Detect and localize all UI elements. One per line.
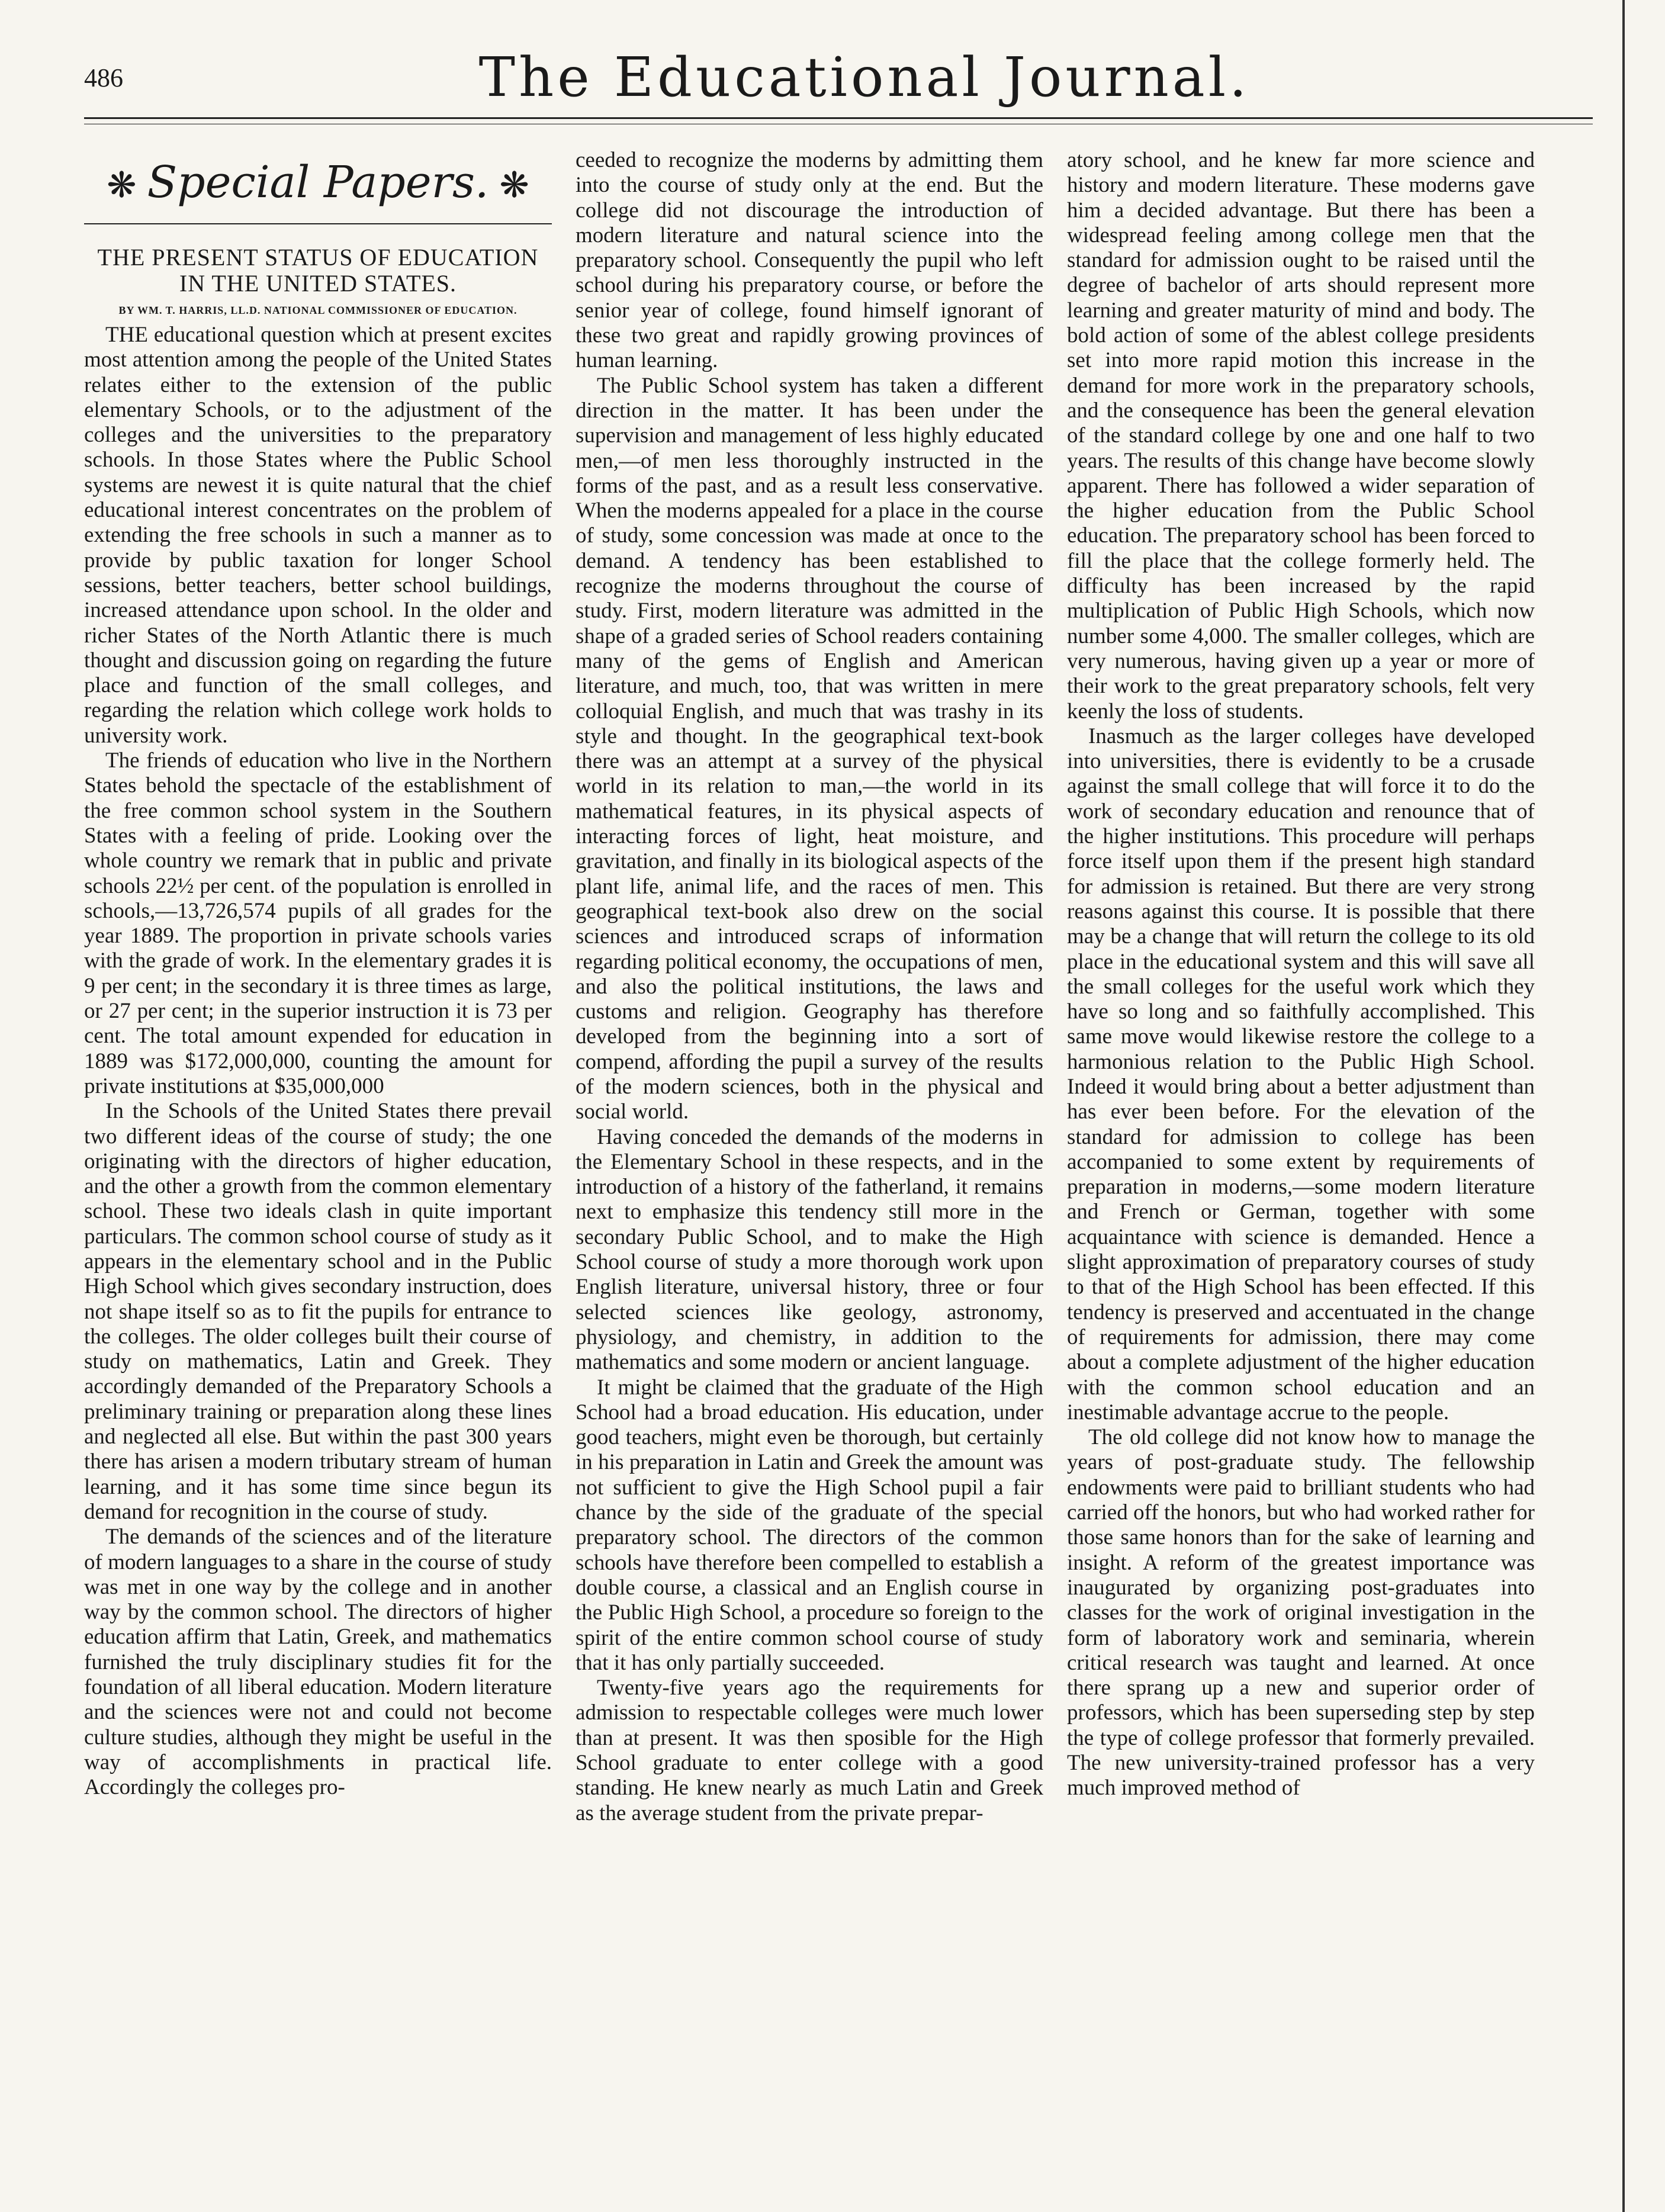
paragraph: It might be claimed that the graduate of the High School had a broad education. His education, under good teachers, might even be thorough, but certainly in his preparation in Latin and Greek the amount was not sufficient to give the High School pupil a fair chance by the side of the graduate of the special preparatory school. The directors of the common schools have therefore been compelled to establish a double course, a classical and an English course in the Public High School, a procedure so foreign to the spirit of the entire common school course of study that it has only partially succeeded. xyxy=(576,1375,1043,1675)
section-rule xyxy=(84,223,552,224)
article-byline: BY WM. T. HARRIS, LL.D. NATIONAL COMMISSIONER OF EDUCATION. xyxy=(118,304,518,316)
paragraph: Inasmuch as the larger colleges have developed into universities, there is evidently to be a crusade against the small college that will force it to do the work of secondary education and renounce that of the higher institutions. This procedure will perhaps force itself upon them if the present high standard for admission is retained. But there are very strong reasons against this course. It is possible that there may be a change that will return the college to its old place in the educational system and this will save all the small colleges for the useful work which they have so long and so faithfully accomplished. This same move would likewise restore the college to a harmonious relation to the Public High School. Indeed it would bring about a better adjustment than has ever been before. For the elevation of the standard for admission to college has been accompanied to some extent by requirements of preparation in moderns,—some modern literature and French or German, together with some acquaintance with science is demanded. Hence a slight approximation of preparatory courses of study to that of the High School has been effected. If this tendency is preserved and accentuated in the change of requirements for admission, there may come about a complete adjustment of the higher education with the common school education and an inestimable advantage accrue to the people. xyxy=(1067,724,1535,1425)
text-column-3 xyxy=(1067,148,1535,1801)
paragraph: atory school, and he knew far more science and history and modern literature. These moderns gave him a decided advantage. But there has been a widespread feeling among college men that the standard for admission ought to be raised until the degree of bachelor of arts should represent more learning and greater maturity of mind and body. The bold action of some of the ablest college presidents set into more rapid motion this increase in the demand for more work in the preparatory schools, and the consequence has been the general elevation of the standard college by one and one half to two years. The results of this change have become slowly apparent. There has followed a wider separation of the higher education from the Public School education. The preparatory school has been forced to fill the place that the college formerly held. The difficulty has been increased by the rapid multiplication of Public High Schools, which now number some 4,000. The smaller colleges, which are very numerous, having given up a year or more of their work to the great preparatory schools, felt very keenly the loss of students. xyxy=(1067,148,1535,724)
ornament-left-icon: ❋ xyxy=(107,165,137,206)
paragraph: Having conceded the demands of the moderns in the Elementary School in these respects, and in the introduction of a history of the fatherland, it remains next to emphasize this tendency still more in the secondary Public School, and to make the High School course of study a more thorough work upon English literature, universal history, three or four selected sciences like geology, astronomy, physiology, and chemistry, in addition to the mathematics and some modern or ancient language. xyxy=(576,1124,1043,1375)
page-number: 486 xyxy=(84,63,123,92)
paragraph: Twenty-five years ago the requirements for admission to respectable colleges were much lower than at present. It was then sposible for the High School graduate to enter college with a good standing. He knew nearly as much Latin and Greek as the average student from the private prepar- xyxy=(576,1676,1043,1825)
paragraph: The friends of education who live in the Northern States behold the spectacle of the establishment of the free common school system in the Southern States with a feeling of pride. Looking over the whole country we remark that in public and private schools 22½ per cent. of the population is enrolled in schools,—13,726,574 pupils of all grades for the year 1889. The proportion in private schools varies with the grade of work. In the elementary grades it is 9 per cent; in the secondary it is three times as large, or 27 per cent; in the superior instruction it is 73 per cent. The total amount expended for education in 1889 was $172,000,000, counting the amount for private institutions at $35,000,000 xyxy=(84,748,552,1098)
article-title: THE PRESENT STATUS OF EDUCATION IN THE UNITED STATES. xyxy=(97,244,539,297)
page-edge-rule xyxy=(1622,0,1625,2212)
paragraph: THE educational question which at present excites most attention among the people of the United States relates either to the extension of the public elementary Schools, or to the adjustment of the colleges and the universities to the preparatory schools. In those States where the Public School systems are newest it is quite natural that the chief educational interest concentrates on the problem of extending the free schools in such a manner as to provide by public taxation for longer School sessions, better teachers, better school buildings, increased attendance upon school. In the older and richer States of the North Atlantic there is much thought and discussion going on regarding the future place and function of the small colleges, and regarding the relation which college work holds to university work. xyxy=(84,323,552,748)
paragraph: ceeded to recognize the moderns by admitting them into the course of study only at the end. But the college did not discourage the introduction of modern literature and natural science into the preparatory school. Consequently the pupil who left school during his preparatory course, or before the senior year of college, found himself ignorant of these two great and rapidly growing provinces of human learning. xyxy=(576,148,1043,373)
section-title: Special Papers. xyxy=(147,157,489,208)
paragraph: The old college did not know how to manage the years of post-graduate study. The fellowship endowments were paid to brilliant students who had carried off the honors, but who had worked rather for those same honors than for the sake of learning and insight. A reform of the greatest importance was inaugurated by organizing post-graduates into classes for the work of original investigation in the form of laboratory work and seminaria, wherein critical research was taught and learned. At once there sprang up a new and superior order of professors, which has been superseding step by step the type of college professor that formerly prevailed. The new university-trained professor has a very much improved method of xyxy=(1067,1425,1535,1801)
paragraph: The Public School system has taken a different direction in the matter. It has been under the supervision and management of less highly educated men,—of men less thoroughly instructed in the forms of the past, and as a result less conservative. When the moderns appealed for a place in the course of study, some concession was made at once to the demand. A tendency has been established to recognize the moderns throughout the course of study. First, modern literature was admitted in the shape of a graded series of School readers containing many of the gems of English and American literature, and much, too, that was written in mere colloquial English, and much that was trashy in its style and thought. In the geographical text-book there was an attempt at a survey of the physical world in its relation to man,—the world in its mathematical features, in its physical aspects of interacting forces of light, heat moisture, and gravitation, and finally in its biological aspects of the plant life, animal life, and the races of men. This geographical text-book also drew on the social sciences and introduced scraps of information regarding political economy, the occupations of men, and also the political institutions, the laws and customs and religion. Geography has therefore developed from the beginning into a sort of compend, affording the pupil a survey of the results of the modern sciences, both in the physical and social world. xyxy=(576,373,1043,1124)
masthead-title: The Educational Journal. xyxy=(478,46,1251,109)
ornament-right-icon: ❋ xyxy=(499,165,529,206)
paragraph: In the Schools of the United States there prevail two different ideas of the course of study; the one originating with the directors of higher education, and the other a growth from the common elementary school. These two ideals clash in quite important particulars. The common school course of study as it appears in the elementary school and in the Public High School which gives secondary instruction, does not shape itself so as to fit the pupils for entrance to the colleges. The older colleges built their course of study on mathematics, Latin and Greek. They accordingly demanded of the Preparatory Schools a preliminary training or preparation along these lines and neglected all else. But within the past 300 years there has arisen a modern tributary stream of human learning, and it has some time since begun its demand for recognition in the course of study. xyxy=(84,1099,552,1524)
section-heading xyxy=(84,153,552,215)
text-column-2 xyxy=(576,148,1043,1826)
paragraph: The demands of the sciences and of the literature of modern languages to a share in the course of study was met in one way by the college and in another way by the common school. The directors of higher education affirm that Latin, Greek, and mathematics furnished the truly disciplinary studies fit for the foundation of all liberal education. Modern literature and the sciences were not and could not become culture studies, although they might be useful in the way of accomplishments in practical life. Accordingly the colleges pro- xyxy=(84,1525,552,1800)
header-rule xyxy=(84,117,1593,124)
text-column-1 xyxy=(84,148,552,1801)
